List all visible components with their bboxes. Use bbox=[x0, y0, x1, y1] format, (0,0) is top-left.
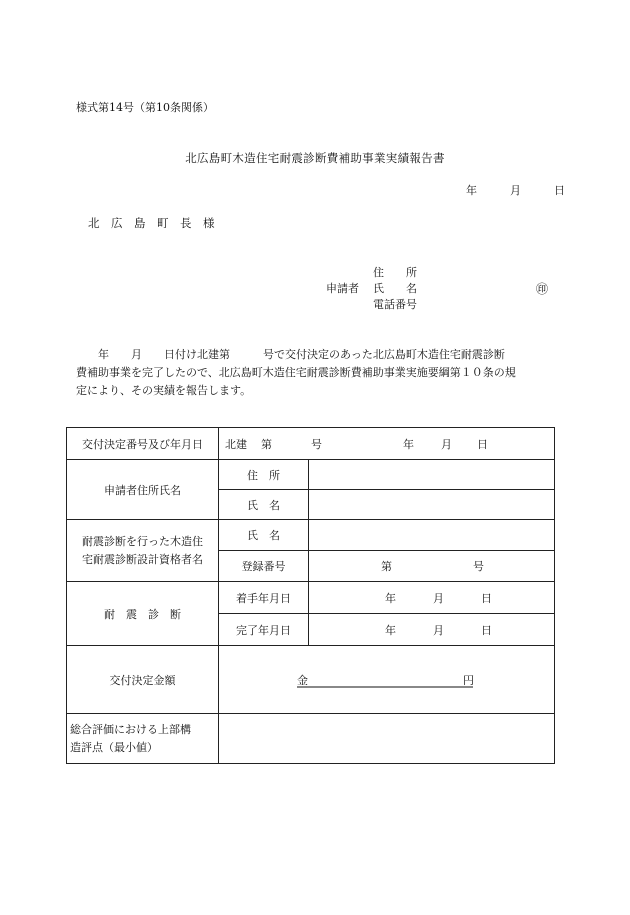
report-date bbox=[466, 182, 565, 198]
evaluation-value bbox=[219, 714, 555, 764]
qualified-label-line-2: 宅耐震診断設計資格者名 bbox=[82, 552, 203, 566]
registration-dai: 第 bbox=[381, 560, 392, 573]
amount-yen: 円 bbox=[463, 673, 474, 687]
decision-day: 日 bbox=[477, 437, 488, 451]
table-row-evaluation bbox=[67, 714, 555, 764]
seal-mark: ㊞ bbox=[536, 282, 549, 296]
applicant-name-cell-label: 氏 名 bbox=[219, 490, 309, 520]
amount-value bbox=[219, 646, 555, 714]
report-table bbox=[66, 427, 555, 764]
body-line-2: 費補助事業を完了したので、北広島町木造住宅耐震診断費補助事業実施要綱第１０条の規 bbox=[76, 366, 516, 379]
evaluation-label bbox=[67, 714, 219, 764]
applicant-info-label: 申請者住所氏名 bbox=[67, 460, 219, 520]
document-title: 北広島町木造住宅耐震診断費補助事業実績報告書 bbox=[185, 151, 445, 165]
table-row-decision bbox=[67, 428, 555, 460]
start-date-value bbox=[309, 582, 555, 614]
decision-label: 交付決定番号及び年月日 bbox=[67, 428, 219, 460]
decision-value bbox=[219, 428, 555, 460]
decision-month: 月 bbox=[441, 437, 452, 451]
end-date-value bbox=[309, 614, 555, 646]
amount-label: 交付決定金額 bbox=[67, 646, 219, 714]
diagnosis-label: 耐 震 診 断 bbox=[67, 582, 219, 646]
form-number: 様式第14号（第10条関係） bbox=[76, 101, 214, 114]
end-year: 年 bbox=[385, 623, 396, 637]
applicant-phone-label: 電話番号 bbox=[373, 298, 417, 311]
table-row-applicant-address bbox=[67, 460, 555, 490]
decision-dai: 第 bbox=[261, 437, 272, 451]
qualified-label-line-1: 耐震診断を行った木造住 bbox=[82, 534, 203, 548]
applicant-address-label: 住 所 bbox=[373, 266, 417, 279]
start-year: 年 bbox=[385, 591, 396, 605]
addressee: 北 広 島 町 長 様 bbox=[88, 216, 215, 230]
decision-year: 年 bbox=[403, 437, 414, 451]
date-day: 日 bbox=[554, 184, 565, 197]
end-month: 月 bbox=[433, 623, 444, 637]
table-row-amount bbox=[67, 646, 555, 714]
date-month: 月 bbox=[510, 184, 521, 197]
decision-go: 号 bbox=[311, 437, 322, 451]
table-row-diagnosis-start bbox=[67, 582, 555, 614]
body-line-1: 年 月 日付け北建第 号で交付決定のあった北広島町木造住宅耐震診断 bbox=[76, 348, 505, 361]
table-row-qualified-name bbox=[67, 520, 555, 551]
qualified-person-label bbox=[67, 520, 219, 582]
evaluation-label-line-1: 総合評価における上部構 bbox=[70, 722, 191, 736]
applicant-address-value bbox=[309, 460, 555, 490]
start-month: 月 bbox=[433, 591, 444, 605]
amount-underline bbox=[297, 672, 473, 687]
amount-kin: 金 bbox=[297, 673, 308, 687]
qualified-name-cell-label: 氏 名 bbox=[219, 520, 309, 551]
end-date-label: 完了年月日 bbox=[219, 614, 309, 646]
end-day: 日 bbox=[481, 623, 492, 637]
registration-value bbox=[309, 551, 555, 582]
applicant-name-label: 氏 名 bbox=[373, 282, 417, 295]
registration-go: 号 bbox=[473, 560, 484, 573]
qualified-name-value bbox=[309, 520, 555, 551]
date-year: 年 bbox=[466, 184, 477, 197]
body-paragraph bbox=[76, 346, 562, 400]
evaluation-label-line-2: 造評点（最小値） bbox=[70, 740, 158, 754]
decision-prefix: 北建 bbox=[225, 437, 247, 451]
applicant-name-value bbox=[309, 490, 555, 520]
start-date-label: 着手年月日 bbox=[219, 582, 309, 614]
applicant-label: 申請者 bbox=[326, 282, 359, 295]
applicant-address-cell-label: 住 所 bbox=[219, 460, 309, 490]
body-line-3: 定により、その実績を報告します。 bbox=[76, 384, 252, 397]
start-day: 日 bbox=[481, 591, 492, 605]
registration-label: 登録番号 bbox=[219, 551, 309, 582]
